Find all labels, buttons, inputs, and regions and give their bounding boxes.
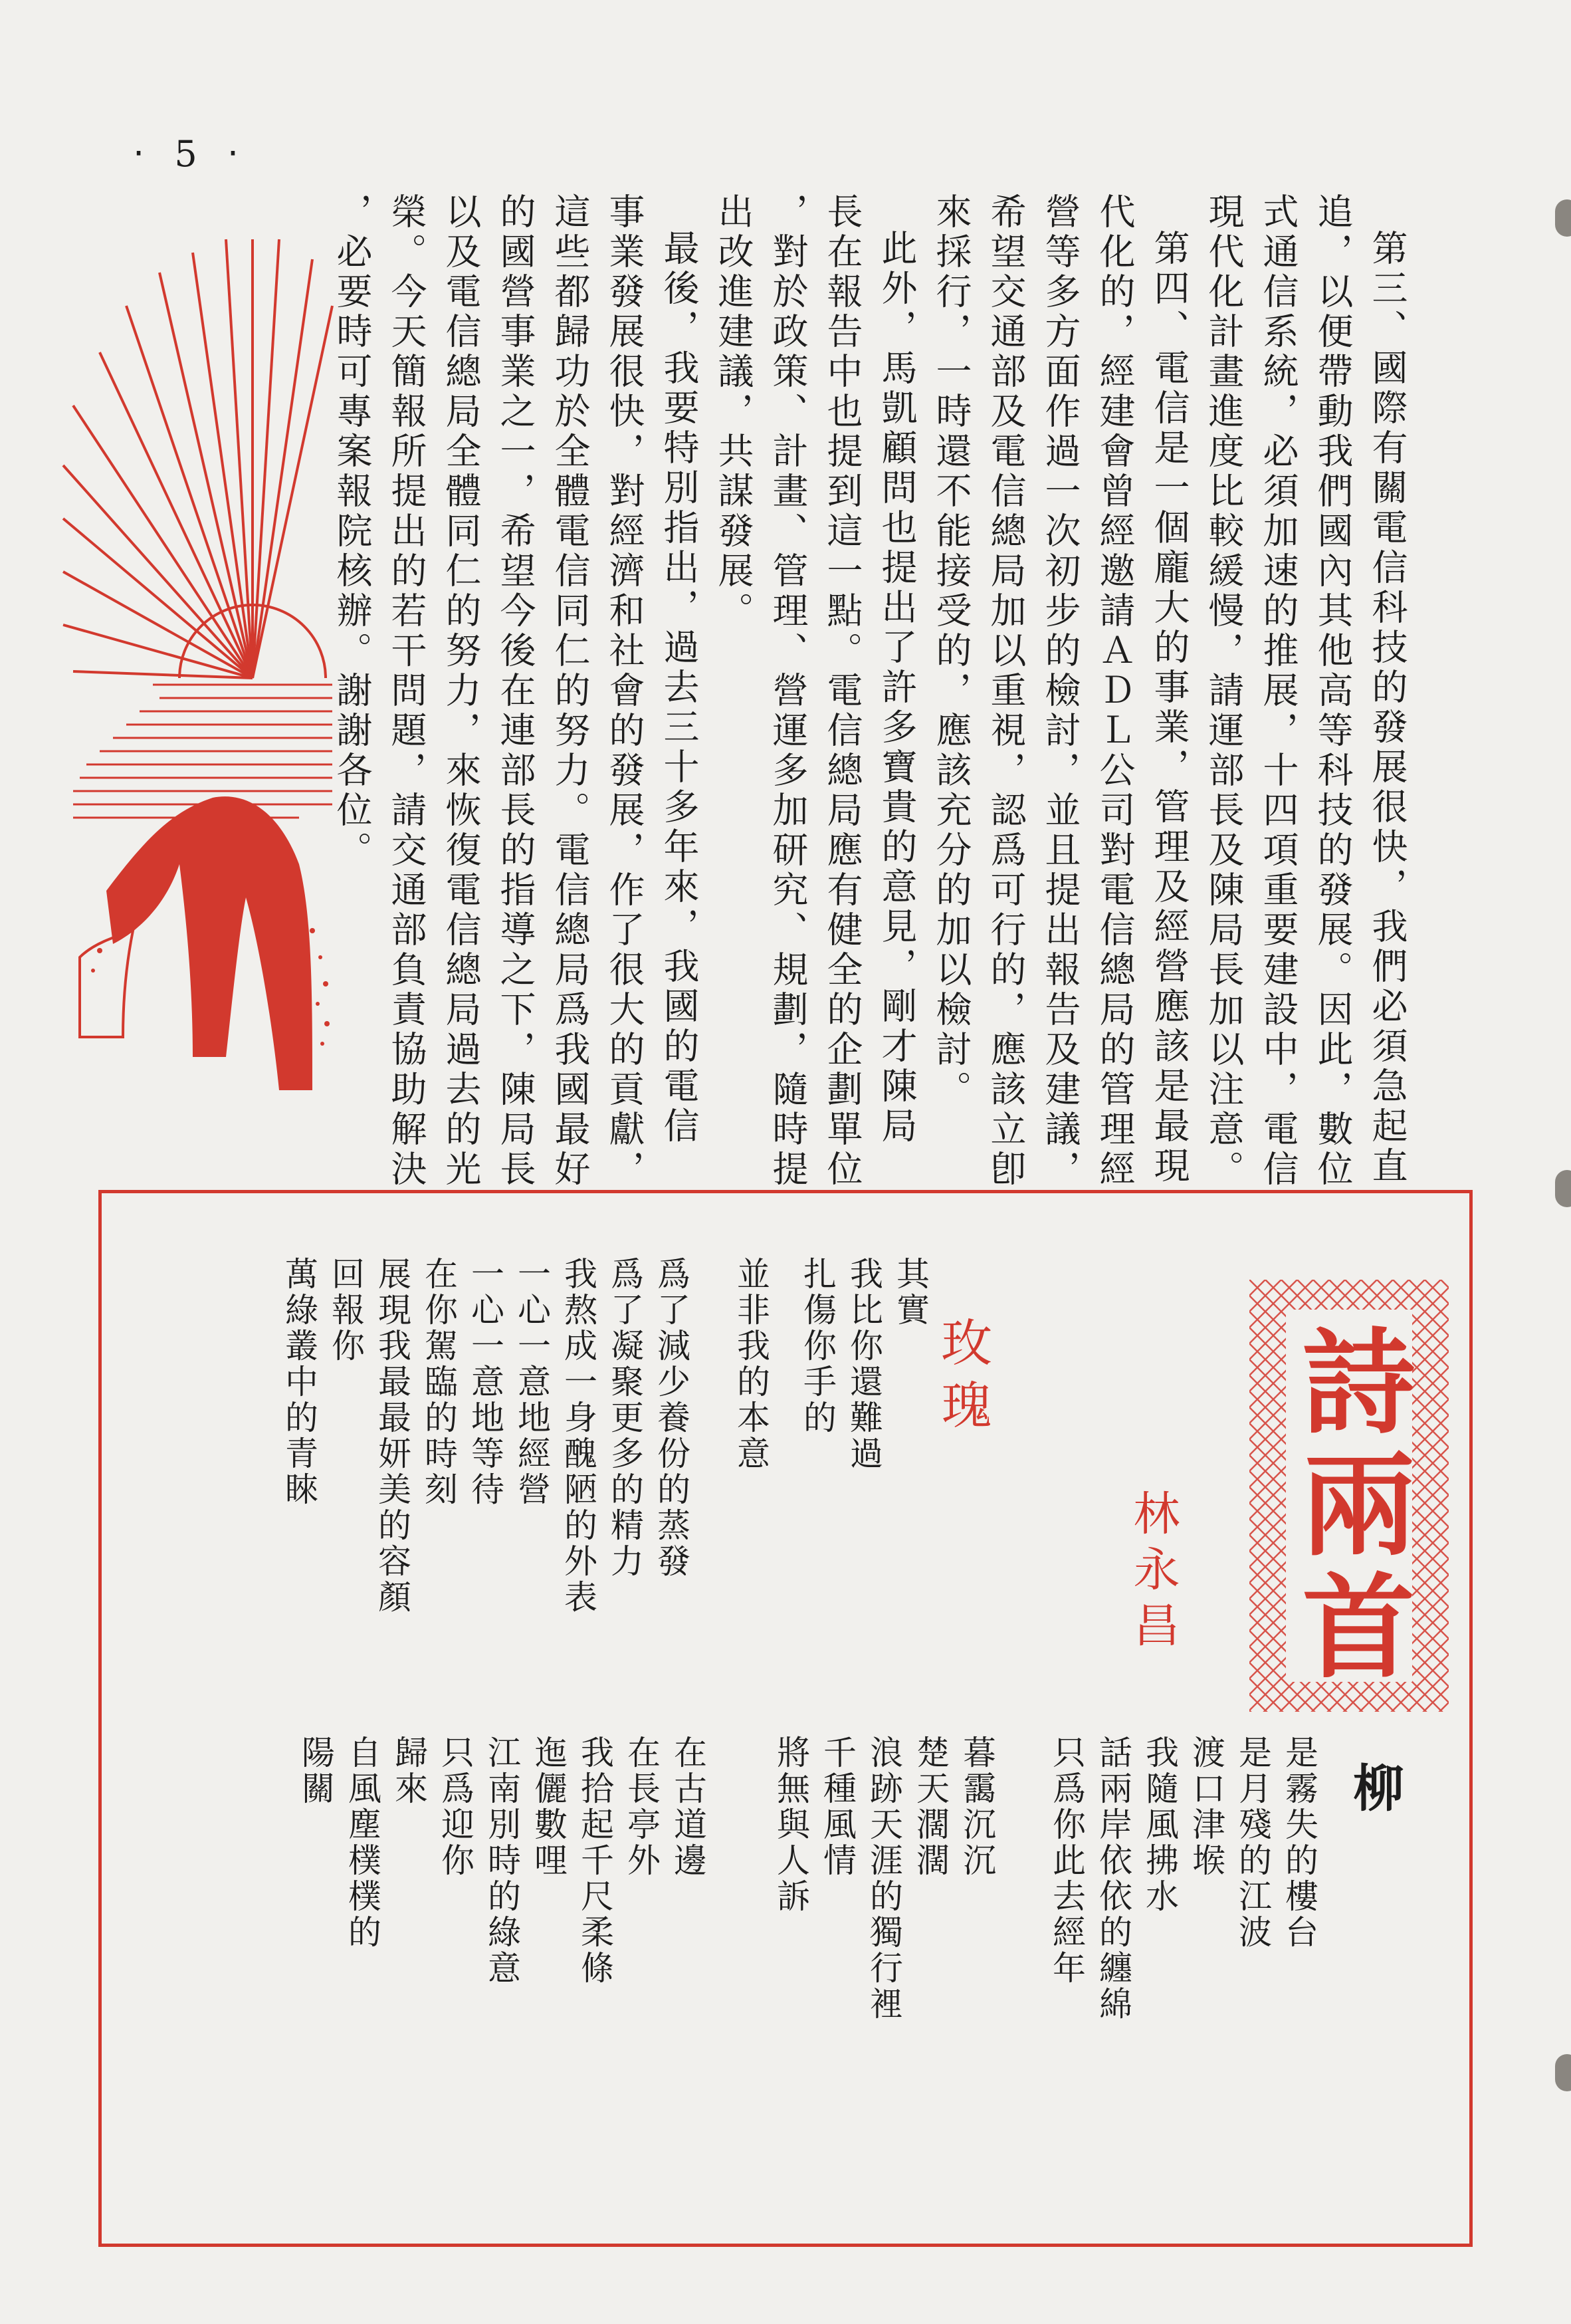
article-column: 希望交通部及電信總局加以重視，認爲可行的，應該立卽 <box>985 193 1027 1190</box>
article-column: 追，以便帶動我們國內其他高等科技的發展。因此，數位 <box>1312 193 1354 1190</box>
rose-line: 回報你 <box>326 1256 365 1364</box>
article-column: ，對於政策、計畫、管理、營運多加研究、規劃，隨時提 <box>767 193 809 1190</box>
willow-line: 陽關 <box>296 1735 335 1807</box>
article-column: 榮。今天簡報所提出的若干問題，請交通部負責協助解決 <box>385 193 427 1190</box>
willow-line: 江南別時的綠意 <box>482 1735 521 1986</box>
rose-line: 一心一意地等待 <box>466 1256 504 1508</box>
rose-line: 扎傷你手的 <box>798 1256 837 1436</box>
rose-line: 我比你還難過 <box>845 1256 883 1472</box>
willow-line: 在古道邊 <box>669 1735 707 1879</box>
willow-line: 暮靄沉沉 <box>958 1735 996 1879</box>
article-column: 以及電信總局全體同仁的努力，來恢復電信總局過去的光 <box>440 193 482 1190</box>
article-column: 此外，馬凱顧問也提出了許多寶貴的意見，剛才陳局 <box>876 229 918 1147</box>
willow-line: 楚天濶濶 <box>911 1735 950 1879</box>
willow-line: 自風塵樸樸的 <box>343 1735 381 1950</box>
rose-line: 萬綠叢中的青睞 <box>280 1256 318 1508</box>
willow-line: 話兩岸依依的纏綿 <box>1094 1735 1132 2022</box>
willow-line: 我隨風拂水 <box>1140 1735 1179 1915</box>
article-column: 這些都歸功於全體電信同仁的努力。電信總局爲我國最好 <box>549 193 591 1190</box>
article-column: 現代化計畫進度比較緩慢，請運部長及陳局長加以注意。 <box>1203 193 1245 1190</box>
rose-line: 展現我最最妍美的容顏 <box>373 1256 411 1615</box>
binding-hole-top <box>1555 199 1571 237</box>
willow-line: 是月殘的江波 <box>1233 1735 1272 1950</box>
sunrise-illustration <box>60 199 339 1143</box>
rose-line: 其實 <box>891 1256 930 1328</box>
article-column: 長在報告中也提到這一點。電信總局應有健全的企劃單位 <box>821 193 863 1190</box>
willow-line: 在長亭外 <box>622 1735 661 1879</box>
article-column: 營等多方面作過一次初步的檢討，並且提出報告及建議， <box>1039 193 1081 1190</box>
rose-line: 並非我的本意 <box>732 1256 770 1472</box>
willow-line: 千種風情 <box>818 1735 857 1879</box>
article-column: 的國營事業之一，希望今後在連部長的指導之下，陳局長 <box>494 193 536 1190</box>
poems-section-title: 詩兩首 <box>1283 1323 1415 1690</box>
willow-line: 浪跡天涯的獨行裡 <box>865 1735 903 2022</box>
article-column: 代化的，經建會曾經邀請ＡＤＬ公司對電信總局的管理經 <box>1094 193 1136 1190</box>
page-number: ‧ 5 ‧ <box>133 133 249 175</box>
willow-line: 是霧失的樓台 <box>1280 1735 1318 1950</box>
article-column: 最後，我要特別指出，過去三十多年來，我國的電信 <box>658 229 700 1147</box>
willow-line: 歸來 <box>389 1735 428 1807</box>
willow-line: 只爲你此去經年 <box>1047 1735 1086 1986</box>
article-column: ，必要時可專案報院核辦。謝謝各位。 <box>331 193 373 871</box>
willow-line: 只爲迎你 <box>436 1735 474 1879</box>
rose-line: 我熬成一身醜陋的外表 <box>559 1256 597 1615</box>
binding-hole-bottom <box>1555 2054 1571 2091</box>
rose-line: 爲了減少養份的蒸發 <box>652 1256 690 1579</box>
willow-line: 迤儷數哩 <box>529 1735 568 1879</box>
willow-line: 將無與人訴 <box>772 1735 810 1915</box>
article-column: 式通信系統，必須加速的推展，十四項重要建設中，電信 <box>1257 193 1299 1190</box>
rose-line: 爲了凝聚更多的精力 <box>605 1256 644 1579</box>
poems-author: 林永昌 <box>1126 1489 1180 1657</box>
willow-line: 渡口津堠 <box>1187 1735 1225 1879</box>
rose-line: 在你駕臨的時刻 <box>419 1256 458 1508</box>
rose-line: 一心一意地經營 <box>512 1256 551 1508</box>
rose-title: 玫瑰 <box>933 1316 992 1441</box>
article-column: 來採行，一時還不能接受的，應該充分的加以檢討。 <box>930 193 972 1110</box>
article-column: 事業發展很快，對經濟和社會的發展，作了很大的貢獻， <box>603 193 645 1190</box>
article-column: 出改進建議，共謀發展。 <box>712 193 754 632</box>
article-column: 第三、國際有關電信科技的發展很快，我們必須急起直 <box>1366 229 1408 1187</box>
willow-title: 柳 <box>1345 1762 1404 1812</box>
willow-line: 我拾起千尺柔條 <box>576 1735 614 1986</box>
article-column: 第四、電信是一個龐大的事業，管理及經營應該是最現 <box>1148 229 1190 1187</box>
binding-hole-middle <box>1555 1170 1571 1207</box>
